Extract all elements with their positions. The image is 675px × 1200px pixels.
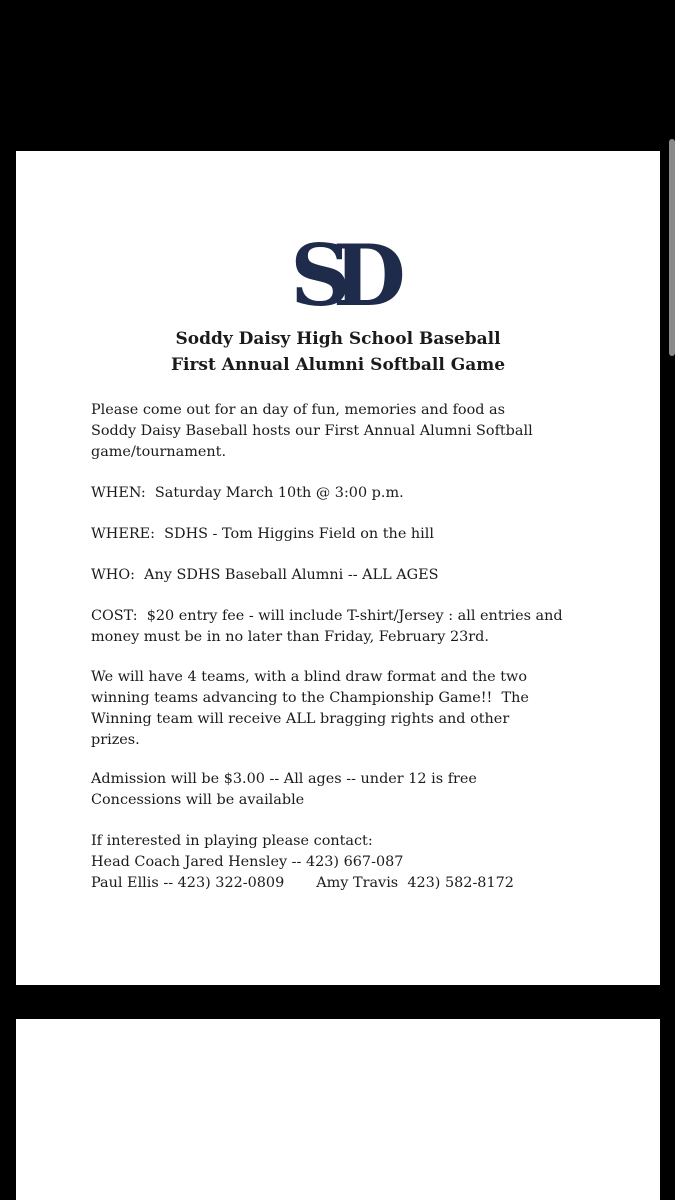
- title-line-1: Soddy Daisy High School Baseball: [175, 329, 501, 349]
- format-paragraph: [91, 667, 651, 751]
- sd-logo: [290, 225, 388, 325]
- format-line: We will have 4 teams, with a blind draw format and the two: [91, 669, 527, 685]
- where-paragraph: [91, 524, 651, 545]
- sd-logo-text: SD: [290, 226, 388, 325]
- when-paragraph: [91, 483, 651, 504]
- intro-line: game/tournament.: [91, 444, 227, 460]
- cost-paragraph: [91, 606, 651, 648]
- format-line: winning teams advancing to the Championship Game!! The: [91, 690, 529, 706]
- who-paragraph: [91, 565, 651, 586]
- cost-line: COST: $20 entry fee - will include T-shirt/Jersey : all entries and: [91, 608, 563, 624]
- title-line-2: First Annual Alumni Softball Game: [170, 355, 506, 375]
- intro-paragraph: [91, 400, 651, 463]
- format-line: prizes.: [91, 732, 140, 748]
- intro-line: Soddy Daisy Baseball hosts our First Annual Alumni Softball: [91, 423, 533, 439]
- contact-line: If interested in playing please contact:: [91, 833, 373, 849]
- intro-line: Please come out for an day of fun, memories and food as: [91, 402, 506, 418]
- when-line: WHEN: Saturday March 10th @ 3:00 p.m.: [91, 485, 404, 501]
- contact-line: Head Coach Jared Hensley -- 423) 667-087: [91, 854, 404, 870]
- contact-paragraph: [91, 831, 651, 894]
- cost-line: money must be in no later than Friday, February 23rd.: [91, 629, 489, 645]
- scrollbar[interactable]: [669, 139, 675, 356]
- where-line: WHERE: SDHS - Tom Higgins Field on the hill: [91, 526, 434, 542]
- admission-line: Admission will be $3.00 -- All ages -- under 12 is free: [91, 771, 477, 787]
- next-page: [16, 1019, 660, 1200]
- contact-line: Paul Ellis -- 423) 322-0809 Amy Travis 423) 582-8172: [91, 875, 514, 891]
- who-line: WHO: Any SDHS Baseball Alumni -- ALL AGES: [91, 567, 439, 583]
- admission-line: Concessions will be available: [91, 792, 305, 808]
- admission-paragraph: [91, 769, 651, 811]
- flyer-page: [16, 151, 660, 985]
- format-line: Winning team will receive ALL bragging rights and other: [91, 711, 510, 727]
